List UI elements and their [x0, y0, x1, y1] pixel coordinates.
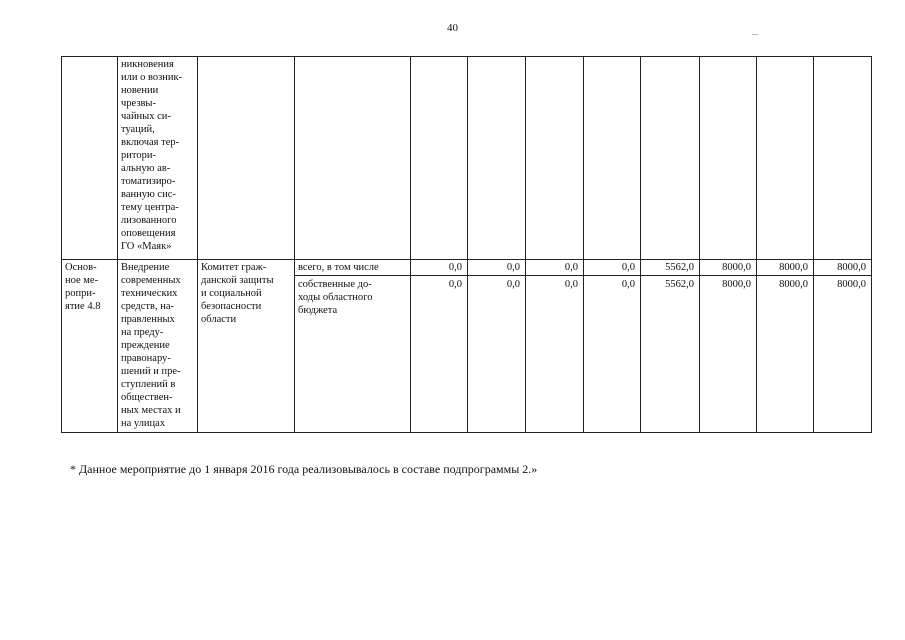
table-row [62, 57, 872, 260]
measure-name-text: Внедрение современных технических средств, на- правленных на преду- преждение правонару- шений и пре- ступлений в обществен- ных местах и на улицах [121, 262, 181, 429]
table-cell [411, 57, 468, 260]
value-total: 0,0 [526, 261, 583, 276]
table-cell [814, 57, 872, 260]
value-cell [411, 260, 468, 433]
value-cell [814, 260, 872, 433]
table-cell [700, 57, 757, 260]
value-cell [641, 260, 700, 433]
value-total: 0,0 [411, 261, 467, 276]
measure-description-text: никновения или о возник- новении чрезвы- чайных си- туаций, включая тер- ритори- альную ав- томатизиро- ванную сис- тему центра- лизованного оповещения ГО «Маяк» [121, 59, 183, 252]
value-regional: 8000,0 [722, 279, 751, 290]
value-total: 0,0 [584, 261, 640, 276]
value-total: 5562,0 [641, 261, 699, 276]
measure-description-cell [118, 57, 198, 260]
table-cell [468, 57, 526, 260]
value-regional: 0,0 [564, 279, 578, 290]
value-regional: 8000,0 [779, 279, 808, 290]
measure-number-cell [62, 260, 118, 433]
table-cell [295, 57, 411, 260]
value-regional: 8000,0 [837, 279, 866, 290]
value-regional: 0,0 [621, 279, 635, 290]
funding-source-total: всего, в том числе [295, 261, 410, 276]
value-total: 8000,0 [700, 261, 756, 276]
value-cell [584, 260, 641, 433]
executor-cell [198, 260, 295, 433]
table-cell [757, 57, 814, 260]
table-row [62, 260, 872, 433]
table-cell [62, 57, 118, 260]
value-total: 0,0 [468, 261, 525, 276]
value-cell [526, 260, 584, 433]
value-cell [700, 260, 757, 433]
table-cell [526, 57, 584, 260]
footnote: * Данное мероприятие до 1 января 2016 года реализовывалось в составе подпрограммы 2.» [70, 462, 538, 476]
value-regional: 5562,0 [665, 279, 694, 290]
funding-source-cell [295, 260, 411, 433]
value-regional: 0,0 [448, 279, 462, 290]
table-cell [198, 57, 295, 260]
value-total: 8000,0 [757, 261, 813, 276]
page-number: 40 [447, 22, 458, 34]
program-table [61, 56, 872, 433]
measure-name-cell [118, 260, 198, 433]
executor-text: Комитет граж- данской защиты и социальной безопасности области [201, 262, 274, 325]
value-total: 8000,0 [814, 261, 871, 276]
scan-mark [752, 34, 758, 35]
funding-source-regional: собственные до- ходы областного бюджета [298, 279, 373, 316]
measure-number-text: Основ- ное ме- ропри- ятие 4.8 [65, 262, 101, 312]
value-cell [468, 260, 526, 433]
value-regional: 0,0 [506, 279, 520, 290]
table-cell [641, 57, 700, 260]
table-cell [584, 57, 641, 260]
value-cell [757, 260, 814, 433]
